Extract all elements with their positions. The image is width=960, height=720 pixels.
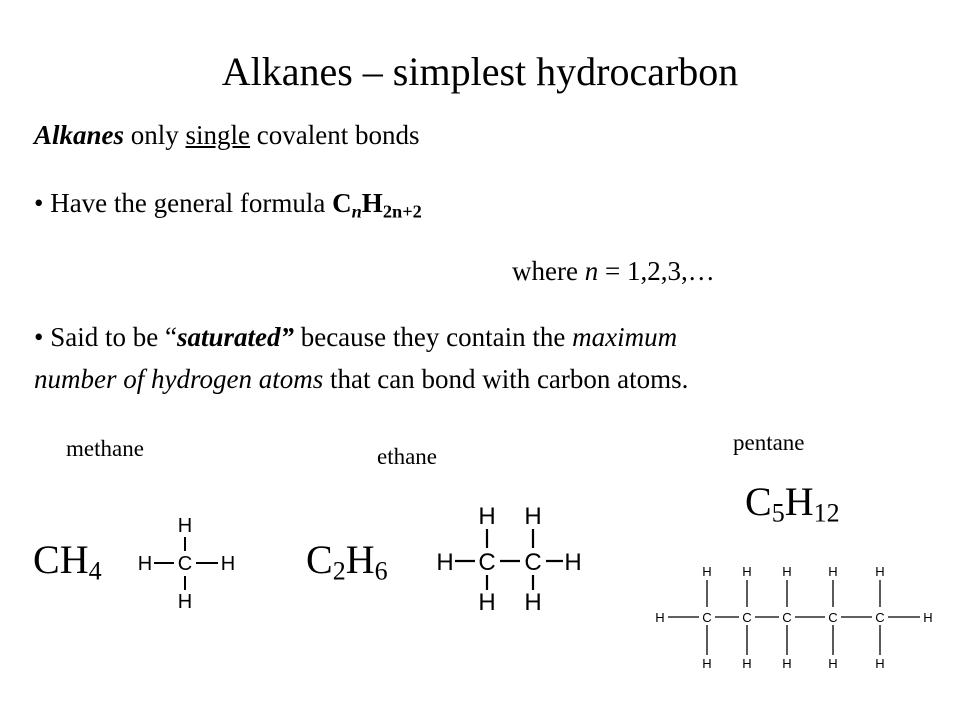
ethane-label: ethane — [377, 444, 438, 469]
bullet-dot: • — [34, 188, 44, 218]
where-post: = 1,2,3,… — [604, 256, 715, 286]
hydrogen-atoms-phrase: number of hydrogen atoms — [34, 364, 324, 394]
atom-h: H — [655, 610, 665, 625]
atom-h: H — [177, 591, 193, 613]
atom-c: C — [782, 610, 792, 625]
single-emphasis: single — [185, 120, 251, 150]
atom-c: C — [875, 610, 885, 625]
ethane-formula: $C_2H_6$ — [306, 537, 388, 586]
general-formula-bullet — [34, 188, 422, 223]
atom-h: H — [702, 564, 712, 579]
slide-title: Alkanes – simplest hydrocarbon — [221, 49, 739, 94]
atom-h: H — [564, 549, 582, 576]
atom-h: H — [782, 656, 792, 671]
alkanes-term: Alkanes — [34, 120, 125, 150]
atom-h: H — [137, 553, 153, 575]
saturated-bullet — [34, 322, 677, 353]
atom-h: H — [702, 656, 712, 671]
methane-structure — [130, 510, 240, 613]
ethane-structure — [430, 500, 590, 616]
definition-post: covalent bonds — [256, 120, 420, 150]
saturated-p2: because they contain the — [293, 322, 573, 352]
atom-h: H — [478, 503, 496, 530]
general-formula-text: Have the general formula — [50, 188, 326, 218]
atom-c: C — [177, 553, 193, 575]
atom-c: C — [702, 610, 712, 625]
atom-h: H — [875, 564, 885, 579]
definition-line — [34, 120, 420, 151]
atom-h: H — [436, 549, 454, 576]
atom-h: H — [177, 515, 193, 537]
where-line — [512, 256, 715, 287]
saturated-p3: that can bond with carbon atoms. — [323, 364, 689, 394]
atom-c: C — [524, 549, 542, 576]
atom-h: H — [742, 656, 752, 671]
atom-h: H — [742, 564, 752, 579]
where-var: n — [584, 256, 599, 286]
pentane-label: pentane — [733, 430, 805, 455]
maximum-term: maximum — [572, 322, 678, 352]
saturated-bullet-line2 — [34, 364, 688, 395]
atom-h: H — [828, 656, 838, 671]
pentane-structure — [650, 560, 940, 672]
atom-h: H — [875, 656, 885, 671]
definition-pre: only — [130, 120, 179, 150]
atom-h: H — [782, 564, 792, 579]
atom-h: H — [524, 589, 542, 616]
methane-label: methane — [66, 436, 144, 461]
atom-h: H — [828, 564, 838, 579]
methane-formula: $CH_4$ — [33, 537, 102, 586]
where-pre: where — [512, 256, 578, 286]
atom-h: H — [524, 503, 542, 530]
atom-h: H — [220, 553, 236, 575]
saturated-p1: Said to be “ — [50, 322, 177, 352]
pentane-formula: $C_5H_{12}$ — [745, 479, 840, 528]
saturated-term: saturated” — [176, 322, 294, 352]
atom-h: H — [478, 589, 496, 616]
atom-h: H — [923, 610, 933, 625]
atom-c: C — [742, 610, 752, 625]
atom-c: C — [828, 610, 838, 625]
bullet-dot: • — [34, 322, 44, 352]
general-formula: $C_nH_{2n+2}$ — [332, 188, 422, 222]
atom-c: C — [478, 549, 496, 576]
